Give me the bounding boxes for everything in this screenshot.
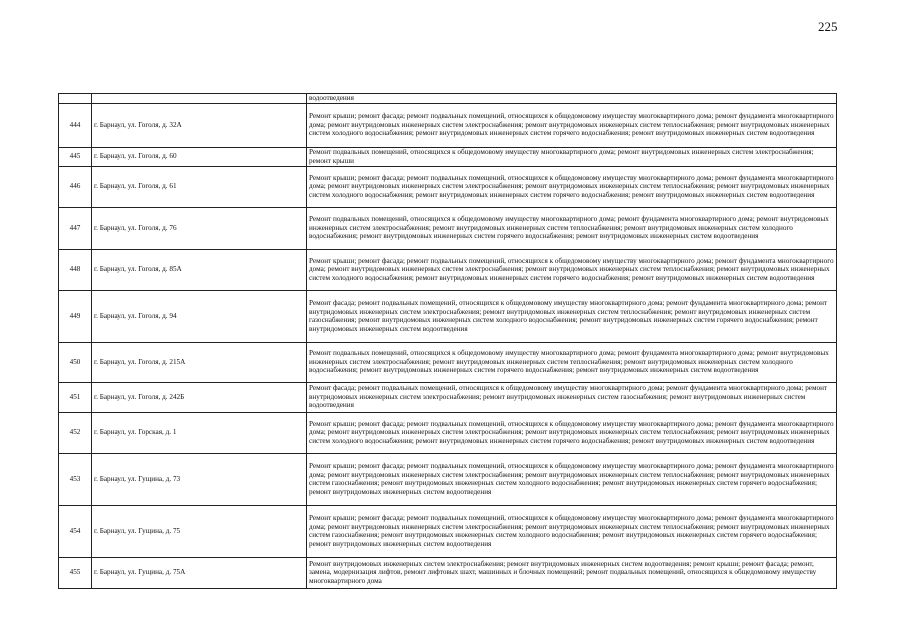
row-works: Ремонт крыши; ремонт фасада; ремонт подвальных помещений, относящихся к общедомовому имуществу многоквартирного дома; ремонт фундамента многоквартирного дома; ремонт внутридомовых инженерных систем электроснабжения; ремонт внутридомовых инженерных систем теплоснабжения; ремонт внутридомовых инженерных систем газоснабжения; ремонт внутридомовых инженерных систем холодного водоснабжения; ремонт внутридомовых инженерных систем горячего водоснабжения; ремонт внутридомовых инженерных систем водоотведения [307, 505, 837, 557]
table-row [59, 166, 837, 207]
row-number: 445 [59, 147, 92, 166]
row-number: 446 [59, 166, 92, 207]
row-works: Ремонт внутридомовых инженерных систем электроснабжения; ремонт внутридомовых инженерных систем водоотведения; ремонт крыши; ремонт фасада; ремонт, замена, модернизация лифтов, ремонт лифтовых шахт, машинных и блочных помещений; ремонт подвальных помещений, относящихся к общедомовому имуществу многоквартирного дома [307, 557, 837, 588]
table-row [59, 147, 837, 166]
row-works: Ремонт подвальных помещений, относящихся к общедомовому имуществу многоквартирного дома; ремонт фундамента многоквартирного дома; ремонт внутридомовых инженерных систем электроснабжения; ремонт внутридомовых инженерных систем теплоснабжения; ремонт внутридомовых инженерных систем холодного водоснабжения; ремонт внутридомовых инженерных систем горячего водоснабжения; ремонт внутридомовых инженерных систем водоотведения [307, 207, 837, 249]
row-works: Ремонт крыши; ремонт фасада; ремонт подвальных помещений, относящихся к общедомовому имуществу многоквартирного дома; ремонт фундамента многоквартирного дома; ремонт внутридомовых инженерных систем электроснабжения; ремонт внутридомовых инженерных систем теплоснабжения; ремонт внутридомовых инженерных систем холодного водоснабжения; ремонт внутридомовых инженерных систем горячего водоснабжения; ремонт внутридомовых инженерных систем водоотведения [307, 103, 837, 147]
row-address [92, 94, 307, 104]
row-works: Ремонт крыши; ремонт фасада; ремонт подвальных помещений, относящихся к общедомовому имуществу многоквартирного дома; ремонт фундамента многоквартирного дома; ремонт внутридомовых инженерных систем электроснабжения; ремонт внутридомовых инженерных систем теплоснабжения; ремонт внутридомовых инженерных систем холодного водоснабжения; ремонт внутридомовых инженерных систем горячего водоснабжения; ремонт внутридомовых инженерных систем водоотведения [307, 412, 837, 453]
row-number: 451 [59, 382, 92, 412]
row-works: Ремонт фасада; ремонт подвальных помещений, относящихся к общедомовому имуществу многоквартирного дома; ремонт фундамента многоквартирного дома; ремонт внутридомовых инженерных систем электроснабжения; ремонт внутридомовых инженерных систем газоснабжения; ремонт внутридомовых инженерных систем водоотведения [307, 382, 837, 412]
table-row [59, 382, 837, 412]
table-row [59, 557, 837, 588]
table-row [59, 207, 837, 249]
registry-table [58, 93, 837, 589]
row-works: Ремонт подвальных помещений, относящихся к общедомовому имуществу многоквартирного дома; ремонт внутридомовых инженерных систем электроснабжения; ремонт крыши [307, 147, 837, 166]
table-row [59, 412, 837, 453]
table-row [59, 249, 837, 290]
page-number: 225 [818, 19, 838, 34]
row-works: Ремонт фасада; ремонт подвальных помещений, относящихся к общедомовому имуществу многоквартирного дома; ремонт фундамента многоквартирного дома; ремонт внутридомовых инженерных систем электроснабжения; ремонт внутридомовых инженерных систем теплоснабжения; ремонт внутридомовых инженерных систем газоснабжения; ремонт внутридомовых инженерных систем холодного водоснабжения; ремонт внутридомовых инженерных систем горячего водоснабжения; ремонт внутридомовых инженерных систем водоотведения [307, 290, 837, 342]
row-address: г. Барнаул, ул. Гоголя, д. 94 [92, 290, 307, 342]
row-number: 448 [59, 249, 92, 290]
table-row [59, 94, 837, 104]
row-address: г. Барнаул, ул. Гоголя, д. 76 [92, 207, 307, 249]
row-address: г. Барнаул, ул. Гоголя, д. 32А [92, 103, 307, 147]
row-works: Ремонт крыши; ремонт фасада; ремонт подвальных помещений, относящихся к общедомовому имуществу многоквартирного дома; ремонт фундамента многоквартирного дома; ремонт внутридомовых инженерных систем электроснабжения; ремонт внутридомовых инженерных систем теплоснабжения; ремонт внутридомовых инженерных систем газоснабжения; ремонт внутридомовых инженерных систем холодного водоснабжения; ремонт внутридомовых инженерных систем горячего водоснабжения; ремонт внутридомовых инженерных систем водоотведения [307, 453, 837, 505]
row-address: г. Барнаул, ул. Гущина, д. 73 [92, 453, 307, 505]
row-address: г. Барнаул, ул. Гоголя, д. 85А [92, 249, 307, 290]
row-address: г. Барнаул, ул. Гоголя, д. 60 [92, 147, 307, 166]
row-number: 452 [59, 412, 92, 453]
row-number: 447 [59, 207, 92, 249]
row-number: 449 [59, 290, 92, 342]
table-row [59, 453, 837, 505]
row-works: водоотведения [307, 94, 837, 104]
row-address: г. Барнаул, ул. Горская, д. 1 [92, 412, 307, 453]
row-address: г. Барнаул, ул. Гущина, д. 75А [92, 557, 307, 588]
row-number: 453 [59, 453, 92, 505]
table-row [59, 103, 837, 147]
row-number [59, 94, 92, 104]
row-number: 444 [59, 103, 92, 147]
row-number: 450 [59, 342, 92, 382]
row-number: 455 [59, 557, 92, 588]
table-row [59, 505, 837, 557]
row-address: г. Барнаул, ул. Гоголя, д. 61 [92, 166, 307, 207]
row-works: Ремонт крыши; ремонт фасада; ремонт подвальных помещений, относящихся к общедомовому имуществу многоквартирного дома; ремонт фундамента многоквартирного дома; ремонт внутридомовых инженерных систем электроснабжения; ремонт внутридомовых инженерных систем теплоснабжения; ремонт внутридомовых инженерных систем холодного водоснабжения; ремонт внутридомовых инженерных систем горячего водоснабжения; ремонт внутридомовых инженерных систем водоотведения [307, 166, 837, 207]
row-address: г. Барнаул, ул. Гущина, д. 75 [92, 505, 307, 557]
table-row [59, 342, 837, 382]
table-row [59, 290, 837, 342]
row-address: г. Барнаул, ул. Гоголя, д. 242Б [92, 382, 307, 412]
row-address: г. Барнаул, ул. Гоголя, д. 215А [92, 342, 307, 382]
row-works: Ремонт крыши; ремонт фасада; ремонт подвальных помещений, относящихся к общедомовому имуществу многоквартирного дома; ремонт фундамента многоквартирного дома; ремонт внутридомовых инженерных систем электроснабжения; ремонт внутридомовых инженерных систем теплоснабжения; ремонт внутридомовых инженерных систем холодного водоснабжения; ремонт внутридомовых инженерных систем горячего водоснабжения; ремонт внутридомовых инженерных систем водоотведения [307, 249, 837, 290]
row-works: Ремонт подвальных помещений, относящихся к общедомовому имуществу многоквартирного дома; ремонт фундамента многоквартирного дома; ремонт внутридомовых инженерных систем электроснабжения; ремонт внутридомовых инженерных систем теплоснабжения; ремонт внутридомовых инженерных систем холодного водоснабжения; ремонт внутридомовых инженерных систем горячего водоснабжения; ремонт внутридомовых инженерных систем водоотведения [307, 342, 837, 382]
row-number: 454 [59, 505, 92, 557]
